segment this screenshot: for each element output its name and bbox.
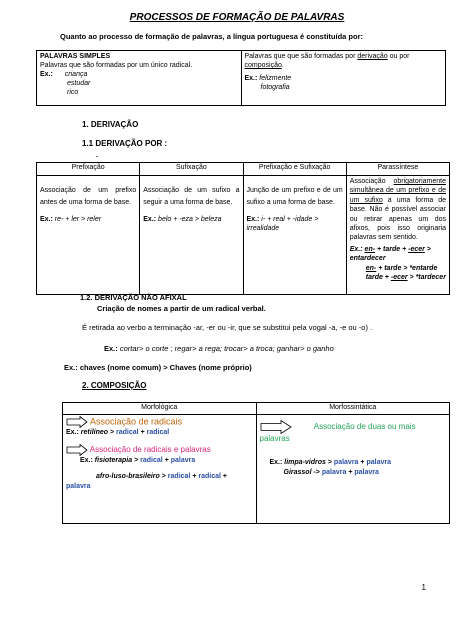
nao-afixal-examples: cortar> o corte ; regar> a rega; trocar> a troca; ganhar> o ganho <box>119 344 334 353</box>
prefixacao-cell: Associação de um prefixo antes de uma forma de base. Ex.: re- + ler > reler <box>37 176 140 295</box>
intro-text: Quanto ao processo de formação de palavras, a língua portuguesa é constituída por: <box>60 32 363 41</box>
assoc-radicais-label: Associação de radicais <box>90 416 183 427</box>
assoc-radicais-palavras-label: Associação de radicais e palavras <box>89 445 211 455</box>
example-word: rico <box>67 89 79 96</box>
example-word: fotografia <box>260 84 290 91</box>
arrow-right-icon <box>66 416 88 428</box>
header-morfologica: Morfológica <box>63 403 257 415</box>
example-label: Ex.: <box>64 363 78 372</box>
header-prefixacao-sufixacao: Prefixação e Sufixação <box>243 163 346 176</box>
example-label: Ex.: <box>104 344 118 353</box>
derived-words-cell <box>241 51 446 106</box>
derived-words-definition: Palavras que que são formadas por derivação ou por composição. <box>244 53 410 69</box>
morfossintatica-cell: Associação de duas ou mais palavras Ex.: limpa-vidros > palavra + palavra Girassol -> palavra + palavra <box>256 415 450 524</box>
simple-words-cell <box>37 51 242 106</box>
morfologica-cell: Associação de radicais Ex.: retilíneo > radical + radical Associação de radicais e palavras Ex.: fisioterapia > radical + palavra afro-luso-brasileiro > radical + radical + palavra <box>63 415 257 524</box>
prefixacao-sufixacao-cell: Junção de um prefixo e de um sufixo a uma forma de base. Ex.: i- + real + -idade > irrealidade <box>243 176 346 295</box>
example-word: estudar <box>67 80 91 87</box>
word-types-table <box>36 50 446 106</box>
arrow-right-icon <box>260 420 292 434</box>
header-parassintese: Parassíntese <box>346 163 449 176</box>
bullet: . <box>96 150 99 159</box>
section-derivacao-nao-afixal: 1.2. DERIVAÇÃO NÃO AFIXAL <box>80 293 187 302</box>
composition-table <box>62 402 450 524</box>
section-composicao: 2. COMPOSIÇÃO <box>82 381 147 390</box>
section-derivacao-por: 1.1 DERIVAÇÃO POR : <box>82 139 168 148</box>
header-morfossintatica: Morfossintática <box>256 403 450 415</box>
example-label: Ex.: <box>244 75 258 82</box>
arrow-right-icon <box>66 444 88 456</box>
assoc-palavras-label: Associação de duas ou mais palavras <box>259 422 416 443</box>
sufixacao-cell: Associação de um sufixo a seguir a uma forma de base. Ex.: belo + -eza > beleza <box>140 176 243 295</box>
nao-afixal-rule: É retirada ao verbo a terminação -ar, -er ou -ir, que se substitui pela vogal -a, -e ou -o) . <box>82 323 373 332</box>
page-title: PROCESSOS DE FORMAÇÃO DE PALAVRAS <box>129 12 345 23</box>
section-derivacao: 1. DERIVAÇÃO <box>82 120 139 129</box>
header-prefixacao: Prefixação <box>37 163 140 176</box>
page-number: 1 <box>421 583 426 592</box>
parassintese-cell: Associação obrigatoriamente simultânea de um prefixo e de um sufixo a uma forma de base. Não é possível associar ou retirar apenas um dos afixos, pois isso originaria palavras sem sentido. Ex.: en- + tarde + -ecer > entardecer en- + tarde > *entarde tarde + -ecer > *tardecer <box>346 176 449 295</box>
simple-words-heading: PALAVRAS SIMPLES <box>40 53 111 60</box>
derivation-table <box>36 162 450 295</box>
example-word: criança <box>64 71 88 78</box>
chaves-example: chaves (nome comum) > Chaves (nome próprio) <box>79 363 252 372</box>
example-word: felizmente <box>259 75 292 82</box>
header-sufixacao: Sufixação <box>140 163 243 176</box>
simple-words-definition: Palavras que são formadas por um único radical. <box>40 62 193 69</box>
example-label: Ex.: <box>40 71 53 78</box>
nao-afixal-definition: Criação de nomes a partir de um radical verbal. <box>97 304 266 313</box>
